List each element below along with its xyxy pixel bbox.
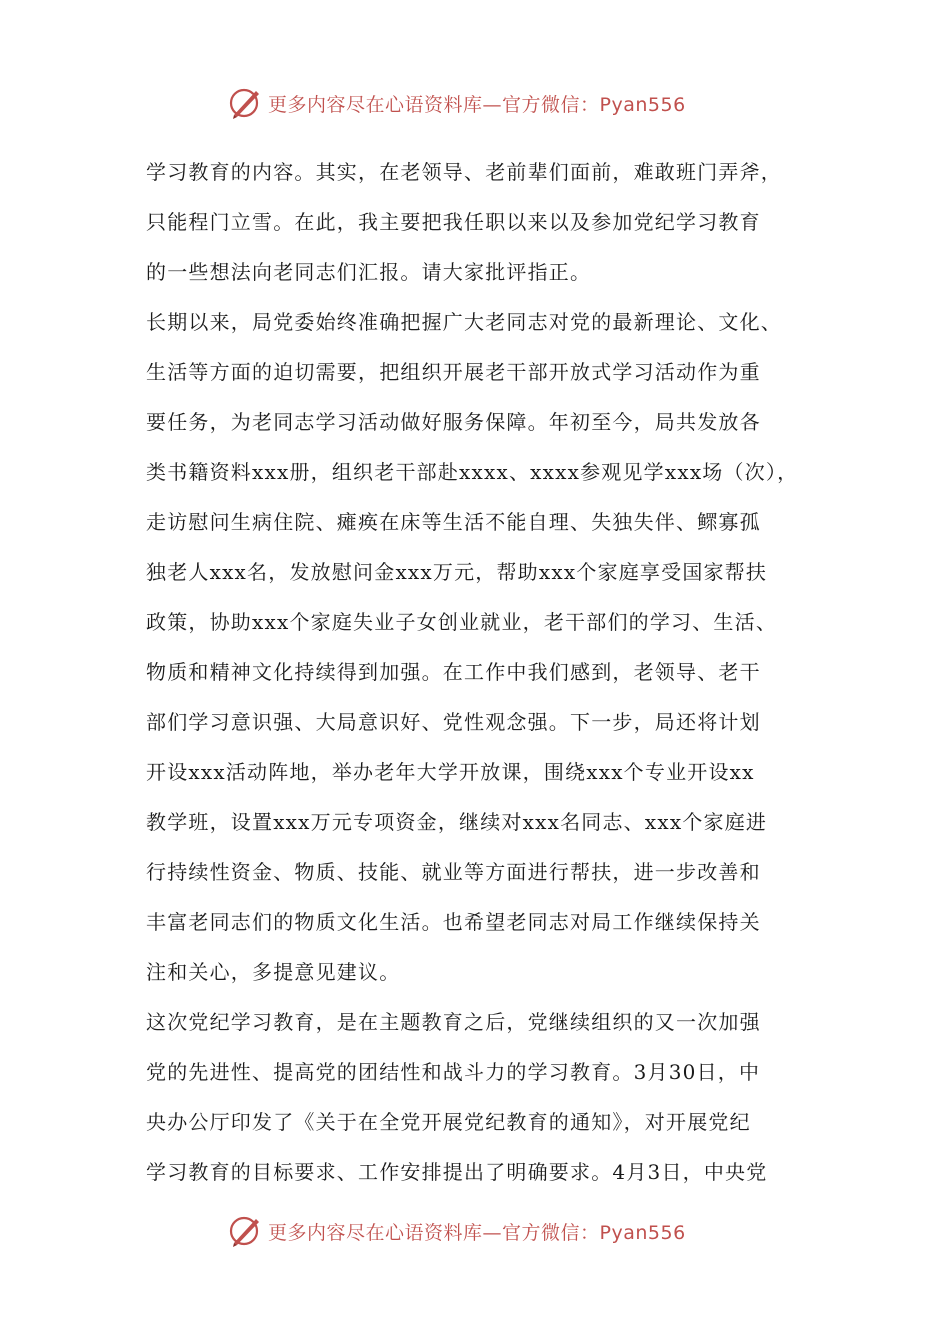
pen-logo-icon — [228, 1213, 264, 1249]
pen-logo-icon — [228, 85, 264, 121]
header-text — [268, 90, 686, 117]
text-line: 生活等方面的迫切需要，把组织开展老干部开放式学习活动作为重 — [146, 360, 761, 384]
footer-dash: — — [482, 1221, 503, 1244]
footer-brand: 更多内容尽在心语资料库 — [268, 1221, 483, 1244]
text-line: 学习教育的内容。其实，在老领导、老前辈们面前，难敢班门弄斧， — [146, 160, 782, 184]
footer-wechat-label: 官方微信： — [502, 1221, 600, 1244]
text-line: 行持续性资金、物质、技能、就业等方面进行帮扶，进一步改善和 — [146, 860, 761, 884]
text-line: 教学班，设置xxx万元专项资金，继续对xxx名同志、xxx个家庭进 — [146, 810, 768, 834]
header-brand: 更多内容尽在心语资料库 — [268, 93, 483, 116]
text-line: 物质和精神文化持续得到加强。在工作中我们感到，老领导、老干 — [146, 660, 761, 684]
footer-wechat-id: Pyan556 — [599, 1221, 686, 1244]
text-line: 开设xxx活动阵地，举办老年大学开放课，围绕xxx个专业开设xx — [146, 760, 755, 784]
text-line: 长期以来，局党委始终准确把握广大老同志对党的最新理论、文化、 — [146, 310, 782, 334]
text-line: 丰富老同志们的物质文化生活。也希望老同志对局工作继续保持关 — [146, 910, 761, 934]
text-line: 只能程门立雪。在此，我主要把我任职以来以及参加党纪学习教育 — [146, 210, 761, 234]
text-line: 注和关心，多提意见建议。 — [146, 960, 401, 984]
footer-text — [268, 1218, 686, 1245]
text-line: 独老人xxx名，发放慰问金xxx万元，帮助xxx个家庭享受国家帮扶 — [146, 560, 768, 584]
text-line: 部们学习意识强、大局意识好、党性观念强。下一步，局还将计划 — [146, 710, 761, 734]
text-line: 类书籍资料xxx册，组织老干部赴xxxx、xxxx参观见学xxx场（次）， — [146, 460, 799, 484]
text-line: 这次党纪学习教育，是在主题教育之后，党继续组织的又一次加强 — [146, 1010, 761, 1034]
text-line: 政策，协助xxx个家庭失业子女创业就业，老干部们的学习、生活、 — [146, 610, 778, 634]
text-line: 要任务，为老同志学习活动做好服务保障。年初至今，局共发放各 — [146, 410, 761, 434]
footer-banner — [228, 1211, 728, 1251]
text-line: 的一些想法向老同志们汇报。请大家批评指正。 — [146, 260, 592, 284]
document-body — [146, 147, 810, 1197]
header-wechat-label: 官方微信： — [502, 93, 600, 116]
text-line: 央办公厅印发了《关于在全党开展党纪教育的通知》，对开展党纪 — [146, 1110, 751, 1134]
header-wechat-id: Pyan556 — [599, 93, 686, 116]
text-line: 走访慰问生病住院、瘫痪在床等生活不能自理、失独失伴、鳏寡孤 — [146, 510, 761, 534]
text-line: 学习教育的目标要求、工作安排提出了明确要求。4月3日，中央党 — [146, 1160, 768, 1184]
header-dash: — — [482, 93, 503, 116]
text-line: 党的先进性、提高党的团结性和战斗力的学习教育。3月30日，中 — [146, 1060, 761, 1084]
header-banner — [228, 83, 728, 123]
